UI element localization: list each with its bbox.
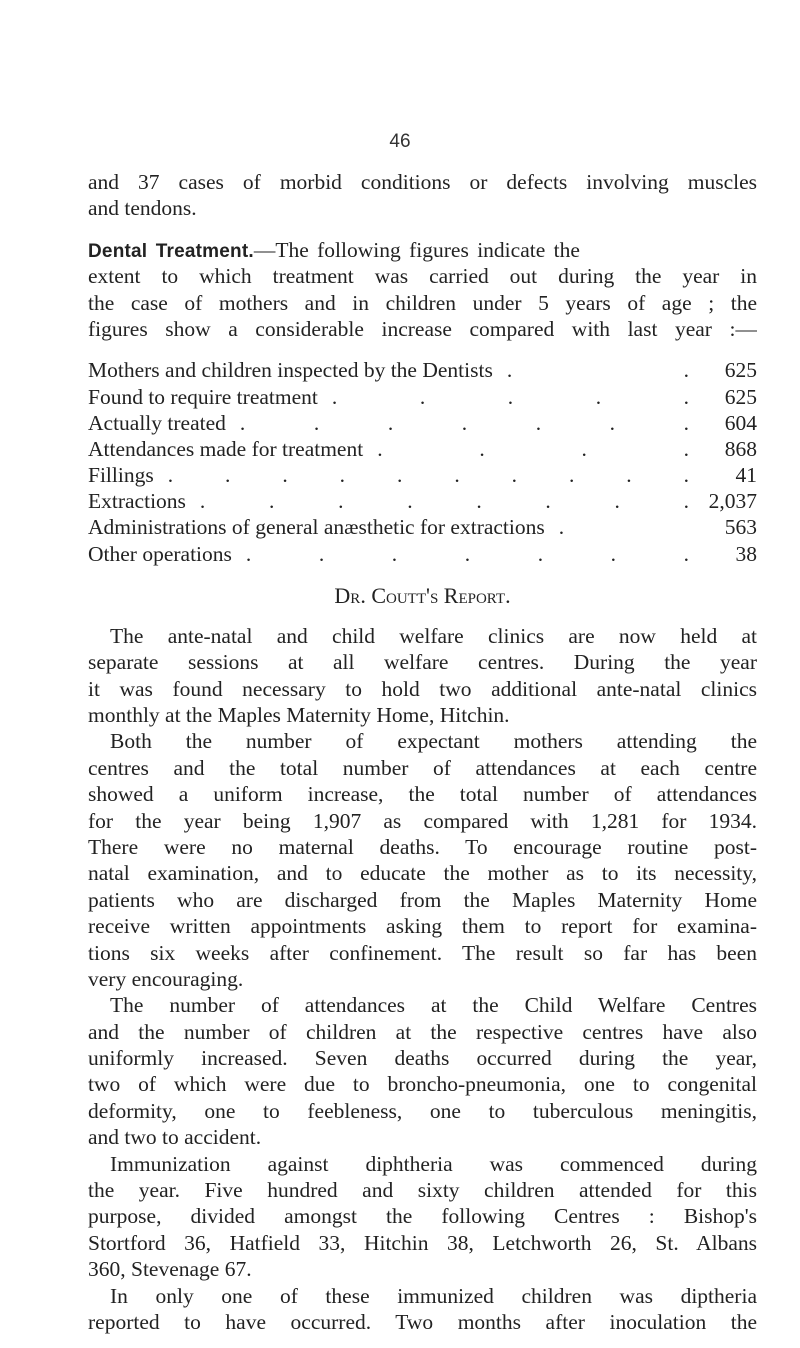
row-leader: . . (506, 358, 689, 383)
text-line: uniformly increased. Seven deaths occurred during the year, (88, 1046, 757, 1071)
row-leader: . . . . . (331, 384, 689, 409)
row-label: Found to require treatment (88, 384, 318, 409)
text-line: the case of mothers and in children under 5 years of age ; the (88, 290, 757, 315)
text-line: and the number of children at the respective centres have also (88, 1019, 757, 1044)
text-line: reported to have occurred. Two months after inoculation the (88, 1310, 757, 1334)
text-line: There were no maternal deaths. To encourage routine post- (88, 834, 757, 859)
text-line: extent to which treatment was carried out during the year in (88, 264, 757, 289)
report-paragraph (88, 623, 757, 729)
text-line: for the year being 1,907 as compared with 1,281 for 1934. (88, 808, 757, 833)
table-row (88, 384, 757, 410)
table-row (88, 514, 757, 540)
row-value: 625 (724, 358, 757, 383)
row-label: Extractions (88, 489, 186, 514)
text-line: showed a uniform increase, the total number of attendances (88, 782, 757, 807)
row-label: Fillings (88, 463, 154, 488)
page-number: 46 (389, 131, 411, 152)
row-value: 604 (724, 410, 757, 435)
row-value: 563 (724, 515, 757, 540)
row-leader: . . . . . . . (245, 541, 689, 566)
dental-figures-table (88, 357, 757, 567)
text-line: The ante-natal and child welfare clinics are now held at (110, 623, 757, 648)
text-line: The number of attendances at the Child Welfare Centres (110, 993, 757, 1018)
text-line: natal examination, and to educate the mother as to its necessity, (88, 861, 757, 886)
report-paragraph (88, 728, 757, 992)
row-leader: . . . . . . . . (199, 489, 689, 514)
row-leader: . . . . . . . . . . (167, 463, 689, 488)
text-line: deformity, one to feebleness, one to tuberculous meningitis, (88, 1098, 757, 1123)
paragraph-intro (88, 169, 757, 222)
text-line: Immunization against diphtheria was commenced during (110, 1151, 757, 1176)
text-line: Stortford 36, Hatfield 33, Hitchin 38, Letchworth 26, St. Albans (88, 1230, 757, 1255)
text-line: centres and the total number of attendances at each centre (88, 755, 757, 780)
row-leader: . . . . (377, 436, 689, 461)
text-line (88, 237, 757, 263)
row-label: Actually treated (88, 410, 226, 435)
table-row (88, 462, 757, 488)
report-heading: Dr. Coutt's Report. (334, 582, 511, 608)
row-leader: . (558, 515, 565, 540)
row-value: 41 (735, 463, 757, 488)
text-line: it was found necessary to hold two additional ante-natal clinics (88, 676, 757, 701)
row-value: 625 (724, 384, 757, 409)
row-label: Mothers and children inspected by the Dentists (88, 358, 493, 383)
dental-treatment-section (88, 237, 757, 343)
text-line: Both the number of expectant mothers attending the (110, 729, 757, 754)
text-line: In only one of these immunized children was diptheria (110, 1283, 757, 1308)
table-row (88, 357, 757, 383)
report-paragraph (88, 1283, 757, 1336)
table-row (88, 488, 757, 514)
report-body (88, 623, 757, 1336)
text-line: two of which were due to broncho-pneumonia, one to congenital (88, 1072, 757, 1097)
text-line: the year. Five hundred and sixty children attended for this (88, 1178, 757, 1203)
dental-treatment-heading: Dental Treatment. (88, 240, 254, 262)
text-line: receive written appointments asking them to report for examina- (88, 914, 757, 939)
text-line: and two to accident. (88, 1125, 262, 1150)
row-label: Attendances made for treatment (88, 436, 364, 461)
text-line: tions six weeks after confinement. The result so far has been (88, 940, 757, 965)
text-line: patients who are discharged from the Maples Maternity Home (88, 887, 757, 912)
text-line: monthly at the Maples Maternity Home, Hitchin. (88, 703, 510, 728)
table-row (88, 436, 757, 462)
text-line: 360, Stevenage 67. (88, 1257, 252, 1282)
text-span: —The following figures indicate the (253, 237, 580, 262)
text-line: separate sessions at all welfare centres. During the year (88, 650, 757, 675)
report-paragraph (88, 992, 757, 1150)
page-body (88, 169, 757, 1335)
row-value: 38 (735, 541, 757, 566)
row-label: Other operations (88, 541, 232, 566)
row-label: Administrations of general anæsthetic for extractions (88, 515, 545, 540)
text-line: purpose, divided amongst the following Centres : Bishop's (88, 1204, 757, 1229)
row-leader: . . . . . . . (239, 410, 689, 435)
row-value: 2,037 (708, 489, 757, 514)
text-line: and tendons. (88, 196, 197, 221)
report-paragraph (88, 1151, 757, 1283)
text-line: figures show a considerable increase compared with last year :— (88, 316, 757, 341)
table-row (88, 541, 757, 567)
text-line: very encouraging. (88, 966, 244, 991)
text-line: and 37 cases of morbid conditions or defects involving muscles (88, 170, 757, 194)
table-row (88, 410, 757, 436)
row-value: 868 (724, 436, 757, 461)
